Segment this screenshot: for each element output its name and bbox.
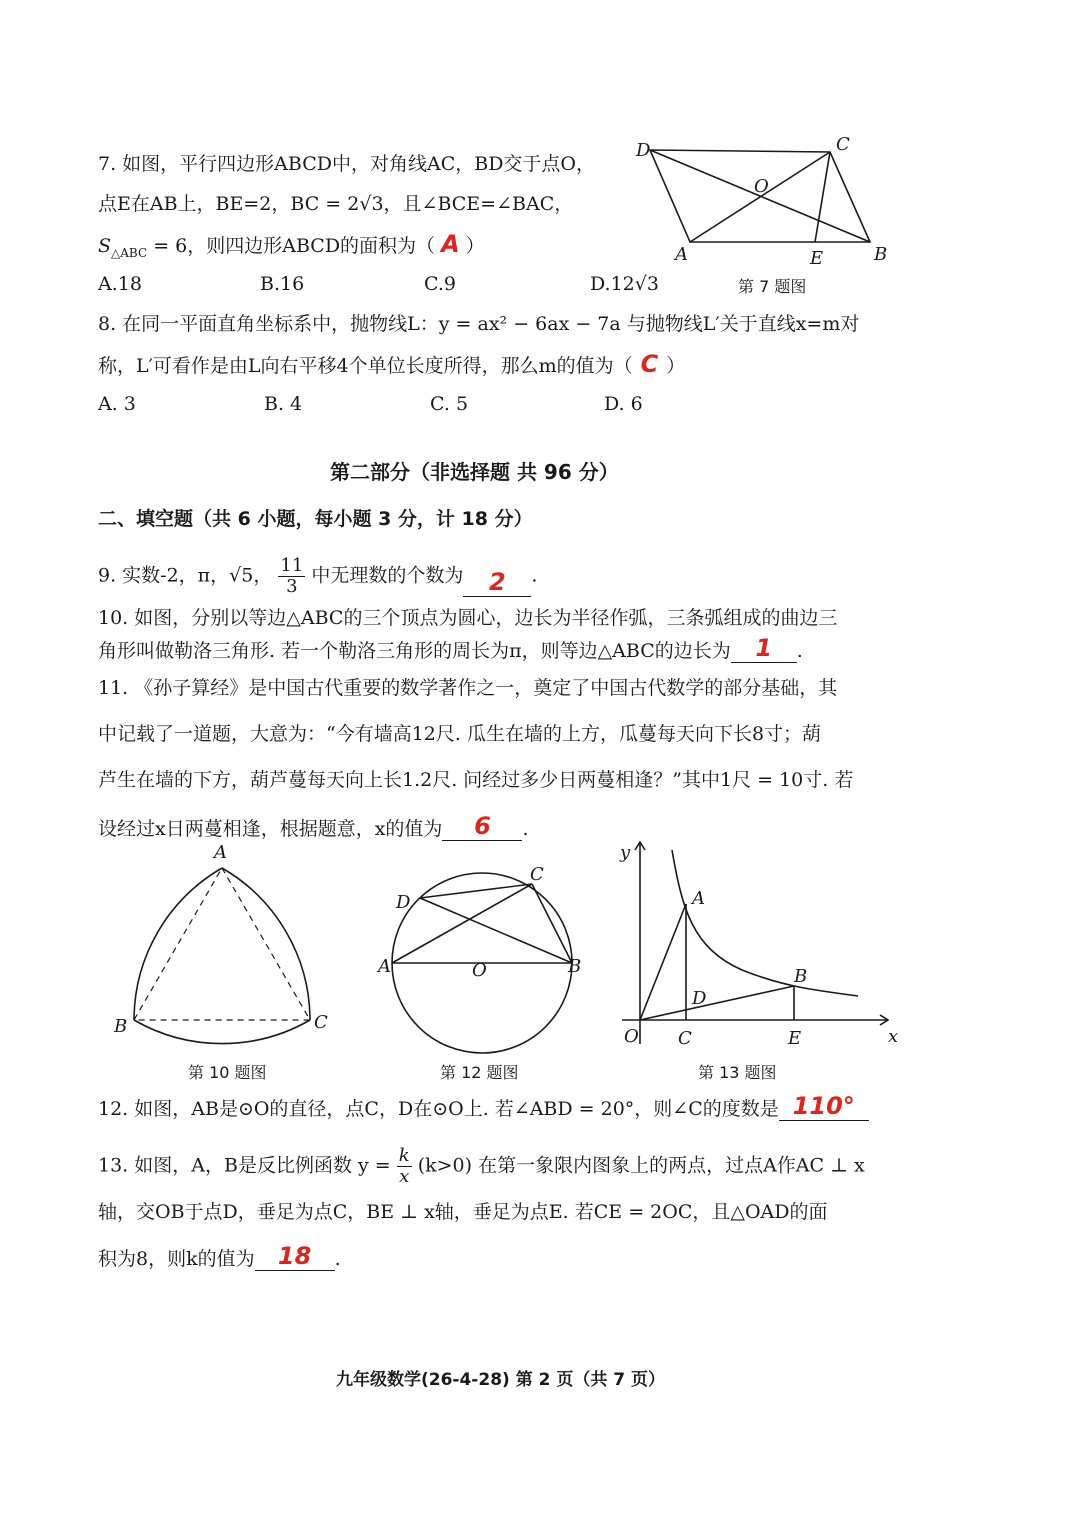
fig13-label-x: x (888, 1026, 899, 1047)
q13-line-1-text-b: (k>0) 在第一象限内图象上的两点，过点A作AC ⊥ x (417, 1154, 865, 1177)
q11-line-3: 芦生在墙的下方，葫芦蔓每天向上长1.2尺. 问经过多少日两蔓相逢？”其中1尺 = 10寸. 若 (98, 769, 854, 791)
q12-line (98, 1094, 869, 1121)
q8-option-d: D. 6 (604, 393, 643, 415)
q10-answer-blank (731, 636, 797, 663)
q7-handwritten-answer: A (441, 230, 460, 258)
q11-line-4: 设经过x日两蔓相逢，根据题意，x的值为 6 . (98, 812, 529, 840)
q11-line-4-text: 设经过x日两蔓相逢，根据题意，x的值为 (98, 818, 443, 840)
q9-text-b: 中无理数的个数为 (311, 564, 464, 587)
q12-text: 12. 如图，AB是⊙O的直径，点C，D在⊙O上. 若∠ABD = 20°，则∠C的度数是 (98, 1098, 779, 1120)
q13-handwritten-answer: 18 (277, 1242, 312, 1270)
q12-handwritten-answer: 110° (792, 1092, 855, 1120)
fig12-label-d: D (396, 892, 411, 913)
fig13-label-b: B (794, 966, 808, 987)
fig12-label-a: A (378, 956, 391, 977)
q7-line-3-text: = 6，则四边形ABCD的面积为（ (147, 235, 436, 257)
q13-line-1-text-a: 13. 如图，A，B是反比例函数 y = (98, 1154, 391, 1177)
q7-option-c: C.9 (424, 273, 456, 295)
q10-line-2: 角形叫做勒洛三角形. 若一个勒洛三角形的周长为π，则等边△ABC的边长为 1 . (98, 634, 803, 662)
figure-12-caption: 第 12 题图 (440, 1063, 519, 1082)
fig10-label-c: C (314, 1012, 328, 1033)
fig13-label-a: A (692, 888, 705, 909)
figure-13-inverse-function-graph (612, 838, 908, 1050)
q13-answer-blank (255, 1244, 335, 1271)
q7-paren-close: ） (465, 235, 485, 257)
page-footer: 九年级数学(26-4-28) 第 2 页（共 7 页） (336, 1370, 666, 1390)
q8-option-a: A. 3 (98, 393, 136, 415)
fig13-label-o: O (624, 1026, 639, 1047)
fig7-label-b: B (874, 244, 888, 265)
q13-line-2: 轴，交OB于点D，垂足为点C，BE ⊥ x轴，垂足为点E. 若CE = 2OC，且△OAD的面 (98, 1201, 828, 1223)
q8-line-2-text: 称，L′可看作是由L向右平移4个单位长度所得，那么m的值为（ (98, 355, 633, 377)
q10-line-2-text: 角形叫做勒洛三角形. 若一个勒洛三角形的周长为π，则等边△ABC的边长为 (98, 640, 731, 662)
fig12-label-o: O (472, 960, 487, 981)
q9-handwritten-answer: 2 (489, 568, 506, 596)
q7-area-subscript: △ABC (111, 245, 148, 260)
q7-option-b: B.16 (260, 273, 305, 295)
q7-line-3 (98, 232, 485, 265)
q9-fraction: $\frac{11}{3}$ (280, 555, 304, 597)
q7-line-1: 7. 如图，平行四边形ABCD中，对角线AC，BD交于点O， (98, 153, 596, 175)
q11-handwritten-answer: 6 (474, 812, 491, 840)
fig10-label-a: A (214, 842, 227, 863)
q13-fraction: $\frac{k}{x}$ (398, 1145, 410, 1187)
fig13-label-d: D (692, 988, 707, 1009)
fig7-label-e: E (810, 248, 824, 269)
q11-line-2: 中记载了一道题，大意为：“今有墙高12尺. 瓜生在墙的上方，瓜蔓每天向下长8寸；葫 (98, 723, 822, 745)
figure-12-circle (372, 858, 604, 1058)
q8-option-b: B. 4 (264, 393, 303, 415)
q8-line-2 (98, 352, 685, 378)
q13-line-3: 积为8，则k的值为 18 . (98, 1242, 341, 1270)
part-2-title: 第二部分（非选择题 共 96 分） (330, 460, 619, 484)
q7-option-a: A.18 (98, 273, 142, 295)
fig13-label-c: C (678, 1028, 692, 1049)
q8-option-c: C. 5 (430, 393, 469, 415)
q11-answer-blank (442, 814, 522, 841)
fig10-label-b: B (114, 1016, 128, 1037)
q13-line-1 (98, 1146, 865, 1187)
q8-handwritten-answer: C (640, 350, 659, 378)
fig12-label-c: C (530, 864, 544, 885)
fig13-label-e: E (788, 1028, 802, 1049)
figure-13-caption: 第 13 题图 (698, 1063, 777, 1082)
q10-handwritten-answer: 1 (755, 634, 773, 662)
fig13-label-y: y (620, 842, 631, 863)
q9-answer-blank (463, 570, 531, 597)
fig12-label-b: B (568, 956, 582, 977)
q12-answer-blank (779, 1094, 869, 1121)
q11-line-1: 11. 《孙子算经》是中国古代重要的数学著作之一，奠定了中国古代数学的部分基础，其 (98, 677, 838, 699)
fig7-label-o: O (754, 176, 769, 197)
q9-line: 9. 实数-2，π，√5， $\frac{11}{3}$ 中无理数的个数为 2 . (98, 555, 538, 597)
figure-7-parallelogram (630, 130, 900, 270)
section-2-title: 二、填空题（共 6 小题，每小题 3 分，计 18 分） (98, 508, 533, 530)
q8-line-1: 8. 在同一平面直角坐标系中，抛物线L：y = ax² − 6ax − 7a 与抛物线L′关于直线x=m对 (98, 313, 860, 335)
figure-10-caption: 第 10 题图 (188, 1063, 267, 1082)
fig7-label-d: D (636, 140, 651, 161)
q7-line-2: 点E在AB上，BE=2，BC = 2√3，且∠BCE=∠BAC， (98, 193, 574, 215)
q8-paren-close: ） (666, 355, 686, 377)
q13-line-3-text: 积为8，则k的值为 (98, 1248, 255, 1270)
q7-area-symbol: S (98, 235, 112, 257)
fig7-label-a: A (675, 244, 688, 265)
q10-line-1: 10. 如图，分别以等边△ABC的三个顶点为圆心，边长为半径作弧，三条弧组成的曲边三 (98, 607, 838, 629)
q9-text-a: 9. 实数-2，π，√5， (98, 564, 273, 587)
figure-10-reuleaux-triangle (110, 838, 350, 1048)
q7-option-d: D.12√3 (590, 273, 659, 295)
fig7-label-c: C (836, 134, 850, 155)
figure-7-caption: 第 7 题图 (738, 277, 807, 296)
